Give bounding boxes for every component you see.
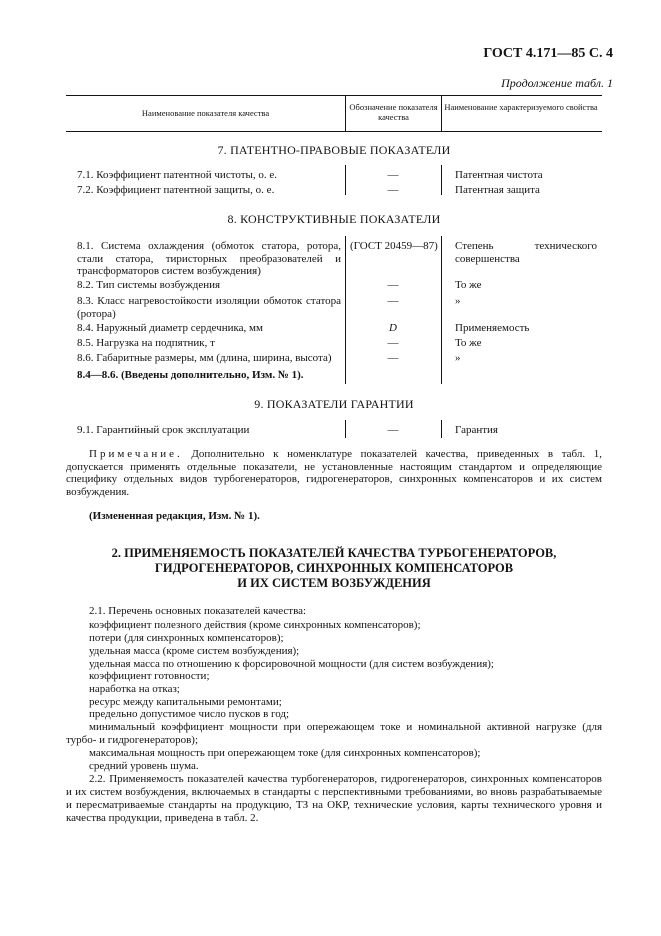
paragraph-2-2: 2.2. Применяемость показателей качества турбогенераторов, гидрогенераторов, синхронных компенсаторов и их систем возбуждения, включаемых в стандарты с перспективными требованиями, во вновь разрабатываемые и пересматриваемые стандарты на продукцию, ТЗ на ОКР, технические условия, карты технического уровня и качества продукции, приведена в табл. 2.	[66, 773, 602, 824]
row-8-3-name: 8.3. Класс нагревостойкости изоляции обмоток статора (ротора)	[77, 295, 341, 320]
table-note	[66, 448, 602, 498]
row-7-1-name: 7.1. Коэффициент патентной чистоты, о. е.	[77, 169, 278, 181]
list-item: удельная масса (кроме систем возбуждения);	[89, 645, 300, 657]
column-header-symbol: Обозначение показателя качества	[349, 102, 438, 122]
row-8-6-property: »	[455, 352, 461, 364]
row-8-1-property: Степень технического совершенства	[455, 240, 597, 265]
list-item: средний уровень шума.	[89, 760, 199, 772]
row-8-5-name: 8.5. Нагрузка на подпятник, т	[77, 337, 215, 349]
section-2-title-line-3: И ИХ СИСТЕМ ВОЗБУЖДЕНИЯ	[237, 576, 431, 590]
section-title-7: 7. ПАТЕНТНО-ПРАВОВЫЕ ПОКАЗАТЕЛИ	[217, 143, 451, 157]
revision-note: (Измененная редакция, Изм. № 1).	[89, 510, 260, 522]
row-8-3-property: »	[455, 295, 461, 307]
row-8-2-property: То же	[455, 279, 482, 291]
paragraph-2-1-intro: 2.1. Перечень основных показателей качества:	[89, 605, 307, 617]
column-header-name: Наименование показателя качества	[141, 108, 270, 118]
row-7-2-symbol: —	[387, 184, 399, 196]
row-8-6-name: 8.6. Габаритные размеры, мм (длина, ширина, высота)	[77, 352, 332, 364]
table-continuation-label: Продолжение табл. 1	[501, 76, 613, 90]
list-item: коэффициент готовности;	[89, 670, 210, 682]
row-7-2-property: Патентная защита	[455, 184, 540, 196]
section-2-title-line-2: ГИДРОГЕНЕРАТОРОВ, СИНХРОННЫХ КОМПЕНСАТОРОВ	[154, 561, 514, 575]
section-title-9: 9. ПОКАЗАТЕЛИ ГАРАНТИИ	[254, 397, 414, 411]
section-title-8: 8. КОНСТРУКТИВНЫЕ ПОКАЗАТЕЛИ	[227, 212, 441, 226]
table-col-divider-2	[441, 236, 442, 384]
row-7-1-symbol: —	[387, 169, 399, 181]
row-9-1-symbol: —	[387, 424, 399, 436]
table-col-divider-2	[441, 95, 442, 131]
table-col-divider-2	[441, 165, 442, 195]
row-8-2-symbol: —	[387, 279, 399, 291]
list-item: удельная масса по отношению к форсировочной мощности (для систем возбуждения);	[89, 658, 494, 670]
table-col-divider-2	[441, 420, 442, 438]
row-8-2-name: 8.2. Тип системы возбуждения	[77, 279, 221, 291]
list-item: максимальная мощность при опережающем токе (для синхронных компенсаторов);	[89, 747, 481, 759]
column-header-property: Наименование характеризуемого свойства	[444, 102, 598, 112]
table-top-rule	[66, 95, 602, 96]
list-item: коэффициент полезного действия (кроме синхронных компенсаторов);	[89, 619, 421, 631]
list-item: ресурс между капитальными ремонтами;	[89, 696, 282, 708]
list-item: потери (для синхронных компенсаторов);	[89, 632, 284, 644]
row-8-6-symbol: —	[387, 352, 399, 364]
row-8-4-name: 8.4. Наружный диаметр сердечника, мм	[77, 322, 263, 334]
row-8-4-symbol: D	[389, 322, 397, 334]
row-8-5-property: То же	[455, 337, 482, 349]
row-7-1-property: Патентная чистота	[455, 169, 543, 181]
row-8-amendment-note: 8.4—8.6. (Введены дополнительно, Изм. № 1).	[77, 369, 304, 381]
row-8-1-symbol: (ГОСТ 20459—87)	[350, 240, 438, 252]
note-label: Примечание.	[89, 448, 183, 460]
table-header-rule	[66, 131, 602, 132]
row-8-1-name: 8.1. Система охлаждения (обмоток статора, ротора, стали статора, тиристорных преобразователей и трансформаторов систем возбуждения)	[77, 240, 341, 277]
section-2-title-line-1: 2. ПРИМЕНЯЕМОСТЬ ПОКАЗАТЕЛЕЙ КАЧЕСТВА ТУРБОГЕНЕРАТОРОВ,	[111, 546, 557, 560]
list-item: предельно допустимое число пусков в год;	[89, 708, 290, 720]
row-9-1-name: 9.1. Гарантийный срок эксплуатации	[77, 424, 250, 436]
list-item: наработка на отказ;	[89, 683, 180, 695]
page-header: ГОСТ 4.171—85 С. 4	[483, 46, 613, 61]
row-8-5-symbol: —	[387, 337, 399, 349]
row-8-4-property: Применяемость	[455, 322, 530, 334]
row-7-2-name: 7.2. Коэффициент патентной защиты, о. е.	[77, 184, 275, 196]
row-9-1-property: Гарантия	[455, 424, 498, 436]
list-item: минимальный коэффициент мощности при опережающем токе и номинальной активной нагрузке (для турбо- и гидрогенераторов);	[66, 721, 602, 746]
table-col-divider-1	[345, 95, 346, 131]
row-8-3-symbol: —	[387, 295, 399, 307]
note-text: Дополнительно к номенклатуре показателей качества, приведенных в табл. 1, допускается применять отдельные показатели, не установленные настоящим стандартом и определяющие специфику отдельных видов турбогенераторов, гидрогенераторов, синхронных компенсаторов и их систем возбуждения.	[66, 448, 603, 498]
